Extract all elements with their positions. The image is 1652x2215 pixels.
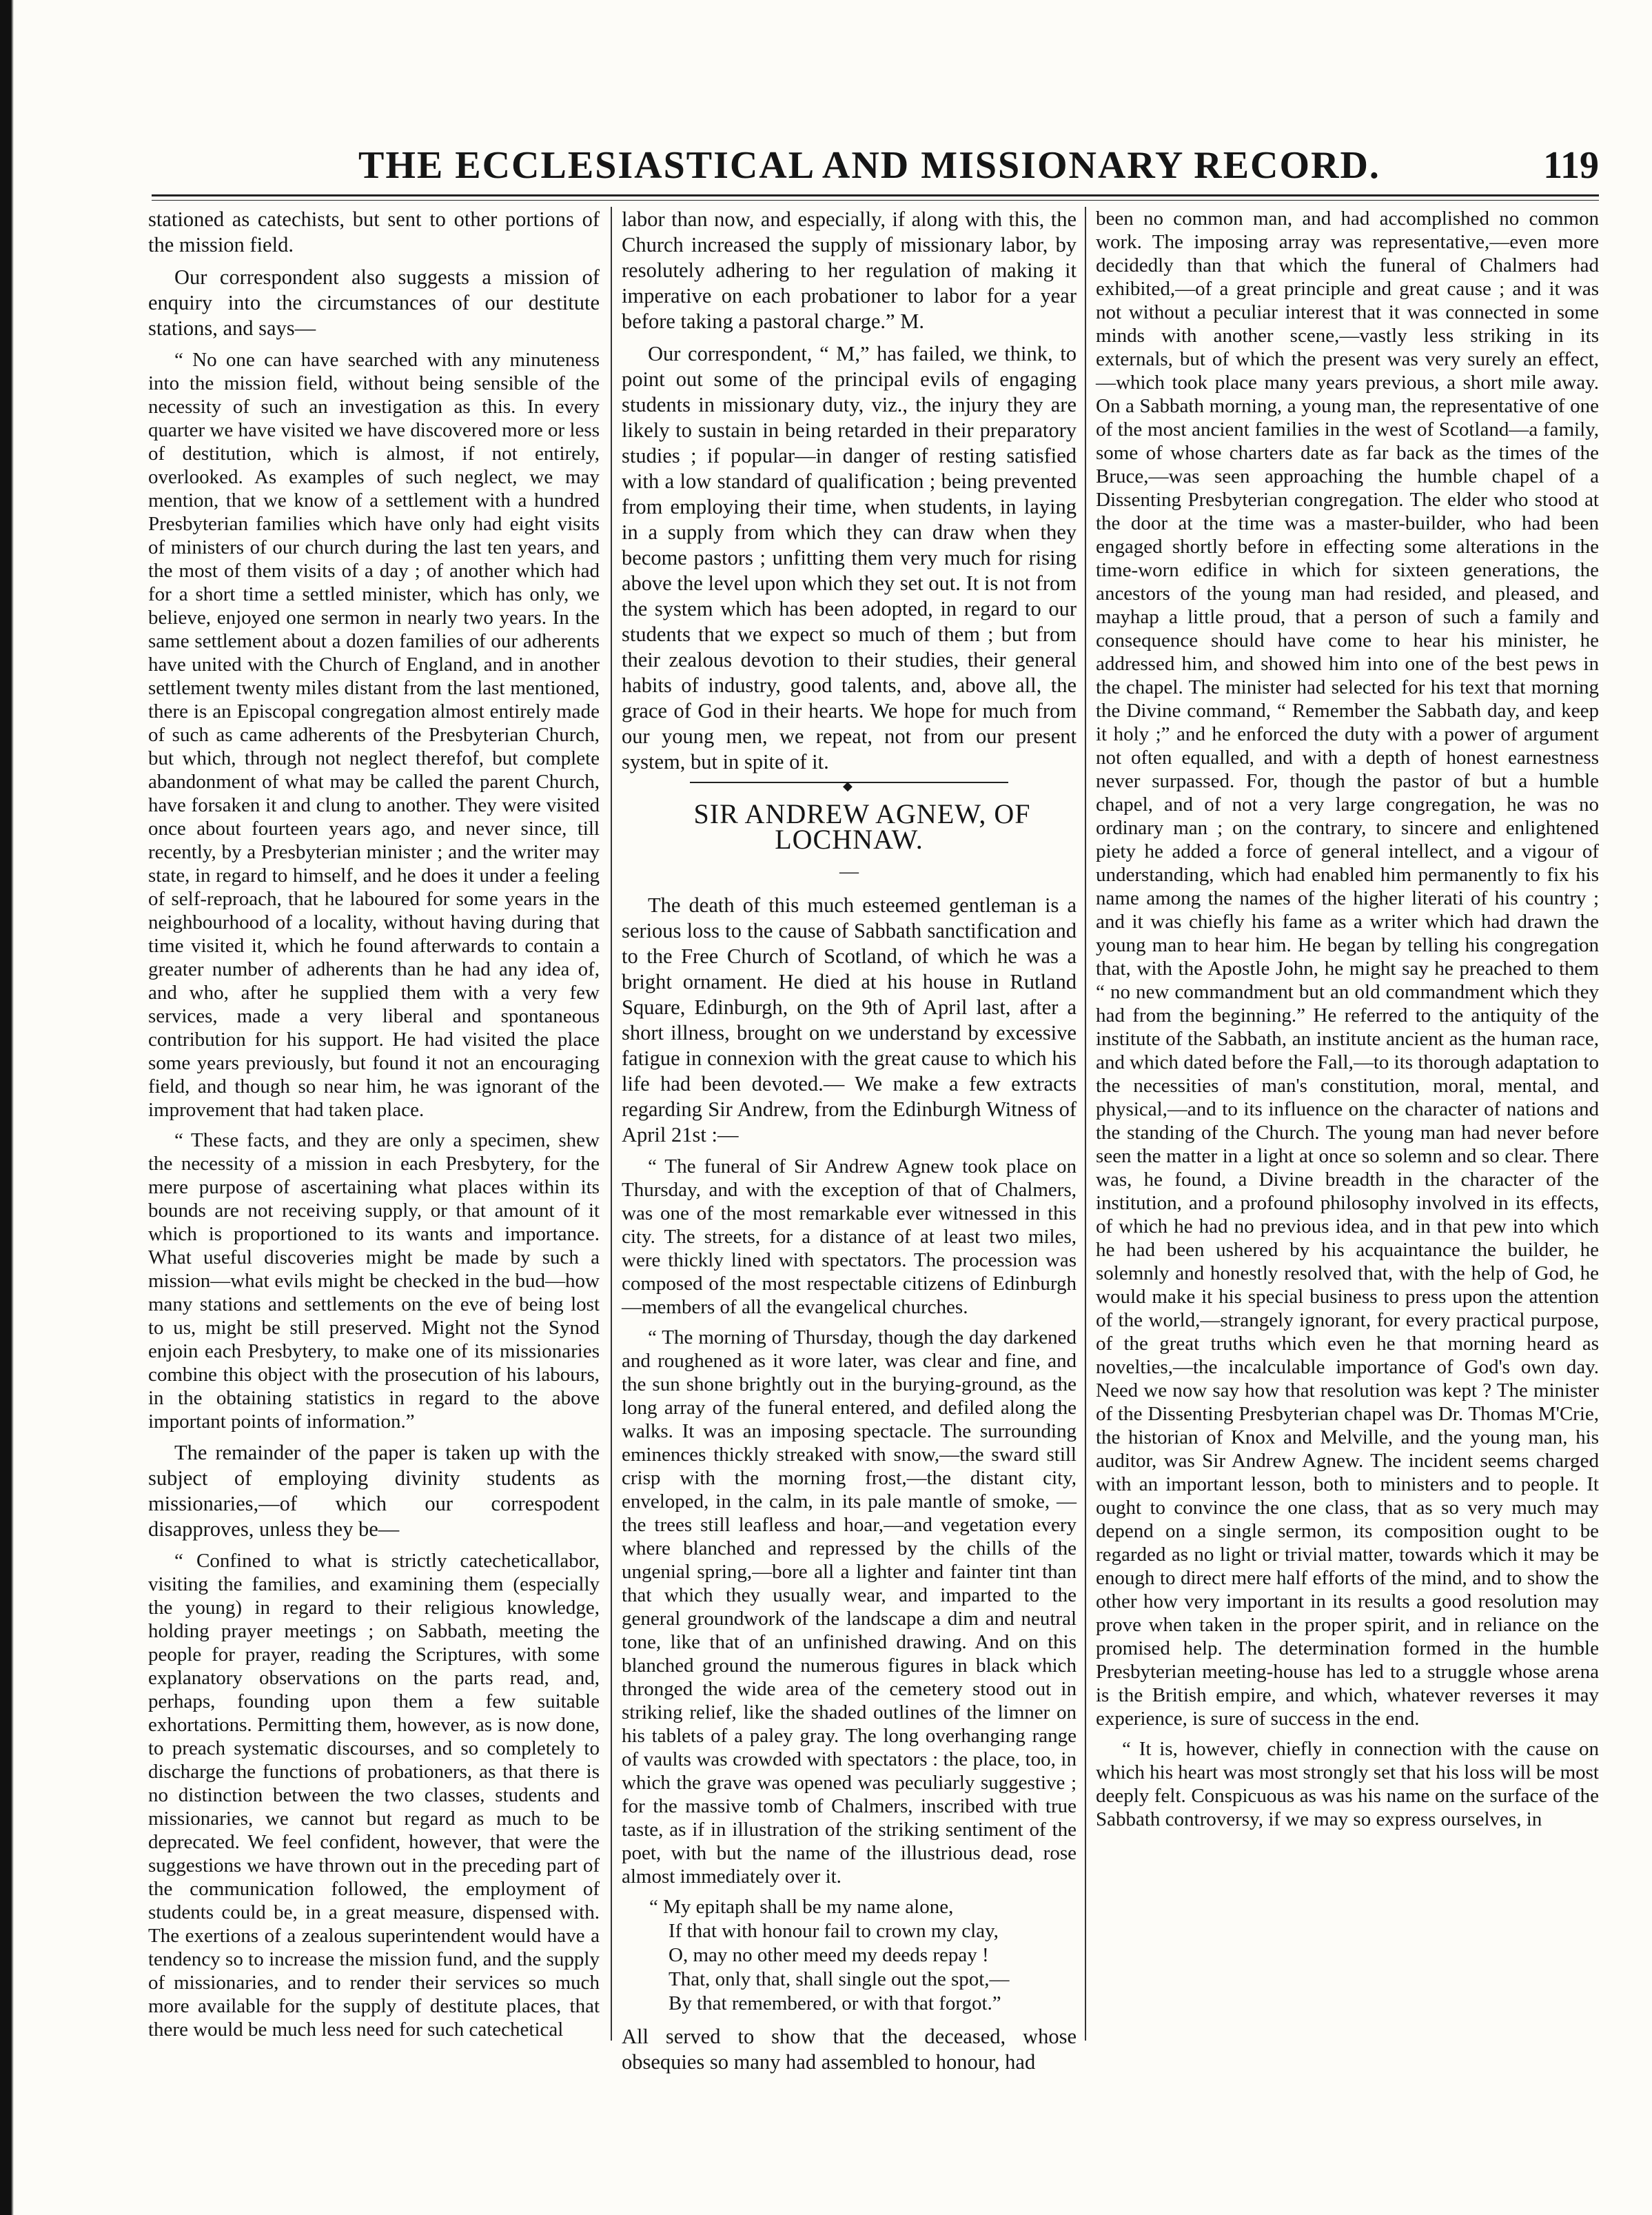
paragraph: labor than now, and especially, if along with this, the Church increased the supply of missionary labor, by resolutely adhering to her regulation of making it imperative on each probationer to labor for a year before taking a pastoral charge.” M. [622, 208, 1077, 333]
quoted-paragraph: “ It is, however, chiefly in connection with the cause on which his heart was most strongly set that his loss will be most deeply felt. Conspicuous as was his name on the surface of the Sabbath controversy, if we may so express ourselves, in [1096, 1738, 1599, 1830]
section-heading: SIR ANDREW AGNEW, OF LOCHNAW. [693, 798, 1031, 855]
quoted-paragraph: “ The morning of Thursday, though the day darkened and roughened as it wore later, was clear and fine, and the sun shone brightly out in the burying-ground, as the long array of the funeral entered, and defiled along the walks. It was an imposing spectacle. The surrounding eminences thickly streaked with snow,—the sward still crisp with the morning frost,—the distant city, enveloped, in the calm, in its pale mantle of smoke, —the trees still leafless and hoar,—and vegetation every where blanched and repressed by the chills of the ungenial spring,—bore all a lighter and fainter tint than that which they usually wear, and imparted to the general groundwork of the landscape a dim and neutral tone, like that of an unfinished drawing. And on this blanched ground the numerous figures in black which thronged the wide area of the cemetery stood out in striking relief, like the shaded outlines of the limner on his tablets of a paley gray. The long overhanging range of vaults was crowded with spectators : the place, too, in which the grave was opened was peculiarly suggestive ; for the massive tomb of Chalmers, inscribed with true taste, as if in illustration of the striking sentiment of the poet, with but the name of the illustrious dead, rose almost immediately over it. [622, 1326, 1077, 1888]
quoted-paragraph: “ The funeral of Sir Andrew Agnew took place on Thursday, and with the exception of that of Chalmers, was one of the most remarkable ever witnessed in this city. The streets, for a distance of at least two miles, were thickly lined with spectators. The procession was composed of the most respectable citizens of Edinburgh—members of all the evangelical churches. [622, 1155, 1077, 1318]
column-left [148, 207, 600, 2048]
poem-quote [649, 1895, 1077, 2016]
page-number: 119 [1543, 144, 1599, 187]
column-middle [622, 207, 1077, 2082]
poem-line: O, may no other meed my deeds repay ! [669, 1944, 989, 1966]
quoted-paragraph: “ These facts, and they are only a specimen, shew the necessity of a mission in each Presbytery, for the mere purpose of ascertaining what places within its bounds are not receiving supply, or that amount of it which is proportioned to its wants and importance. What useful discoveries might be made by such a mission—what evils might be checked in the bud—how many stations and settlements on the eve of being lost to us, might be still preserved. Might not the Synod enjoin each Presbytery, to make one of its missionaries combine this object with the prosecution of his labours, in the obtaining statistics in regard to the above important points of information.” [148, 1129, 600, 1433]
quoted-paragraph: “ Confined to what is strictly catecheticallabor, visiting the families, and examining them (especially the young) in regard to their religious knowledge, holding prayer meetings ; on Sabbath, meeting the people for prayer, reading the Scriptures, with some explanatory observations on the parts read, and, perhaps, founding upon them a few suitable exhortations. Permitting them, however, as is now done, to preach systematic discourses, and so completely to discharge the functions of probationers, as that there is no distinction between the two classes, students and missionaries, we cannot but regard as much to be deprecated. We feel confident, however, that were the suggestions we have thrown out in the preceding part of the communication followed, the employment of students could be, in a great measure, dispensed with. The exertions of a zealous superintendent would have a tendency so to increase the mission fund, and the supply of missionaries, and to render their services so much more available for the supply of destitute places, that there would be much less need for such catechetical [148, 1550, 600, 2041]
running-header [152, 143, 1599, 192]
poem-line: By that remembered, or with that forgot.” [669, 1992, 1001, 2014]
column-divider-2 [1085, 207, 1086, 2041]
paragraph: The death of this much esteemed gentleman is a serious loss to the cause of Sabbath sanctification and to the Free Church of Scotland, of which he was a bright ornament. He died at his house in Rutland Square, Edinburgh, on the 9th of April last, after a short illness, brought on we understand by excessive fatigue in connexion with the great cause to which his life had been devoted.— We make a few extracts regarding Sir Andrew, from the Edinburgh Witness of April 21st :— [622, 893, 1077, 1146]
header-rule [152, 194, 1599, 196]
quoted-paragraph: “ No one can have searched with any minuteness into the mission field, without being sensible of the necessity of such an investigation as this. In every quarter we have visited we have discovered more or less of destitution, which is almost, if not entirely, overlooked. As examples of such neglect, we may mention, that we know of a settlement with a hundred Presbyterian families which have only had eight visits of ministers of our church during the last ten years, and the most of them visits of a day ; of another which had for a short time a settled minister, which has only, we believe, enjoyed one sermon in nearly two years. In the same settlement about a dozen families of our adherents have united with the Church of England, and in another settlement twenty miles distant from the last mentioned, there is an Episcopal congregation almost entirely made of such as came adherents of the Presbyterian Church, but which, through not neglect therefof, but complete abandonment of what may be called the parent Church, have forsaken it and clung to another. They were visited once about fourteen years ago, and never since, till recently, by a Presbyterian minister ; and the writer may state, in regard to himself, and he does it under a feeling of self-reproach, that he laboured for some years in the neighbourhood of a locality, without having during that time visited it, which he found afterwards to contain a greater number of adherents than he had any idea of, and who, after he supplied them with a very few services, made a very liberal and spontaneous contribution for his support. He had visited the place some years previously, but found it not an encouraging field, and though so near him, he was ignorant of the improvement that had taken place. [148, 349, 600, 1121]
paragraph: All served to show that the deceased, whose obsequies so many had assembled to honour, had [622, 2025, 1077, 2074]
journal-title: THE ECCLESIASTICAL AND MISSIONARY RECORD. [358, 144, 1380, 187]
paragraph: The remainder of the paper is taken up with the subject of employing divinity students as missionaries,—of which our correspodent disapproves, unless they be— [148, 1441, 600, 1541]
ornamental-divider [690, 782, 1008, 783]
page-binding-edge [0, 0, 14, 2215]
quoted-paragraph: been no common man, and had accomplished no common work. The imposing array was representative,—even more decidedly than that which the funeral of Chalmers had exhibited,—of a great principle and great cause ; and it was not without a peculiar interest that it was connected in some minds with another scene,—vastly less striking in its externals, but of which the present was very surely an effect,—which took place many years previous, a short mile away. On a Sabbath morning, a young man, the representative of one of the most ancient families in the west of Scotland—a family, some of whose charters date as far back as the times of the Bruce,—was seen approaching the humble chapel of a Dissenting Presbyterian congregation. The elder who stood at the door at the time was a master-builder, who had been engaged shortly before in effecting some alterations in the time-worn edifice in which for sixteen generations, the ancestors of the young man had resided, and pleased, and mayhap a little proud, that a person of such a family and consequence should have come to hear his minister, he addressed him, and showed him into one of the best pews in the chapel. The minister had selected for his text that morning the Divine command, “ Remember the Sabbath day, and keep it holy ;” and he enforced the duty with a power of argument not often equalled, and with a depth of honest earnestness never surpassed. For, though the pastor of but a humble chapel, and of not a very large congregation, he was no ordinary man ; on the contrary, to sincere and enlightened piety he added a force of general intellect, and a vigour of understanding, which had enabled him permanently to fix his name among the names of the higher literati of his country ; and it was chiefly his fame as a writer which had drawn the young man to hear him. He began by telling his congregation that, with the Apostle John, he might say he preached to them “ no new commandment but an old commandment which they had from the beginning.” He referred to the antiquity of the institute of the Sabbath, an institute ancient as the human race, and which dated before the Fall,—to its thorough adaptation to the necessities of man's constitution, moral, mental, and physical,—and to its influence on the character of nations and the standing of the Church. The young man had never before seen the matter in a light at once so solemn and so clear. There was, he found, a Divine breadth in the character of the institution, and a profound philosophy involved in its effects, of which he had no previous idea, and in that pew into which he had been ushered by his acquaintance the builder, he solemnly and honestly resolved that, with the help of God, he would make it his special business to press upon the attention of the world,—strangely ignorant, for every practical purpose, of the great truths which even he that morning heard as novelties,—the incalculable importance of God's own day. Need we now say how that resolution was kept ? The minister of the Dissenting Presbyterian chapel was Dr. Thomas M'Crie, the historian of Knox and Melville, and the young man, his auditor, was Sir Andrew Agnew. The incident seems charged with an important lesson, both to ministers and to people. It ought to convince the one class, that as so very much may depend on a single sermon, its composition ought to be regarded as no light or trivial matter, towards which it may be enough to direct mere half efforts of the mind, and to show the other how very important in its results a good resolution may prove when taken in the proper spirit, and in reliance on the promised help. The determination formed in the humble Presbyterian meeting-house has led to a struggle whose arena is the British empire, and which, whatever reverses it may experience, is sure of success in the end. [1096, 208, 1599, 1730]
header-rule-thin [152, 200, 1599, 201]
column-divider-1 [611, 207, 612, 2041]
paragraph: Our correspondent, “ M,” has failed, we think, to point out some of the principal evils of engaging students in missionary duty, viz., the injury they are likely to sustain in being retarded in their preparatory studies ; if popular—in danger of resting satisfied with a low standard of qualification ; being prevented from employing their time, when students, in laying in a supply from which they can draw when they become pastors ; unfitting them very much for rising above the level upon which they set out. It is not from the system which has been adopted, in regard to our students that we expect so much of them ; but from their zealous devotion to their studies, their general habits of industry, good talents, and, above all, the grace of God in their hearts. We hope for much from our young men, we repeat, not from our present system, but in spite of it. [622, 342, 1077, 773]
poem-line: “ My epitaph shall be my name alone, [649, 1896, 954, 1918]
poem-line: That, only that, shall single out the spot,— [669, 1968, 1010, 1990]
paragraph: Our correspondent also suggests a mission of enquiry into the circumstances of our destitute stations, and says— [148, 265, 600, 340]
poem-line: If that with honour fail to crown my clay, [669, 1920, 999, 1942]
column-right [1096, 207, 1599, 1838]
paragraph: stationed as catechists, but sent to other portions of the mission field. [148, 208, 600, 256]
heading-dash: — [839, 861, 859, 882]
